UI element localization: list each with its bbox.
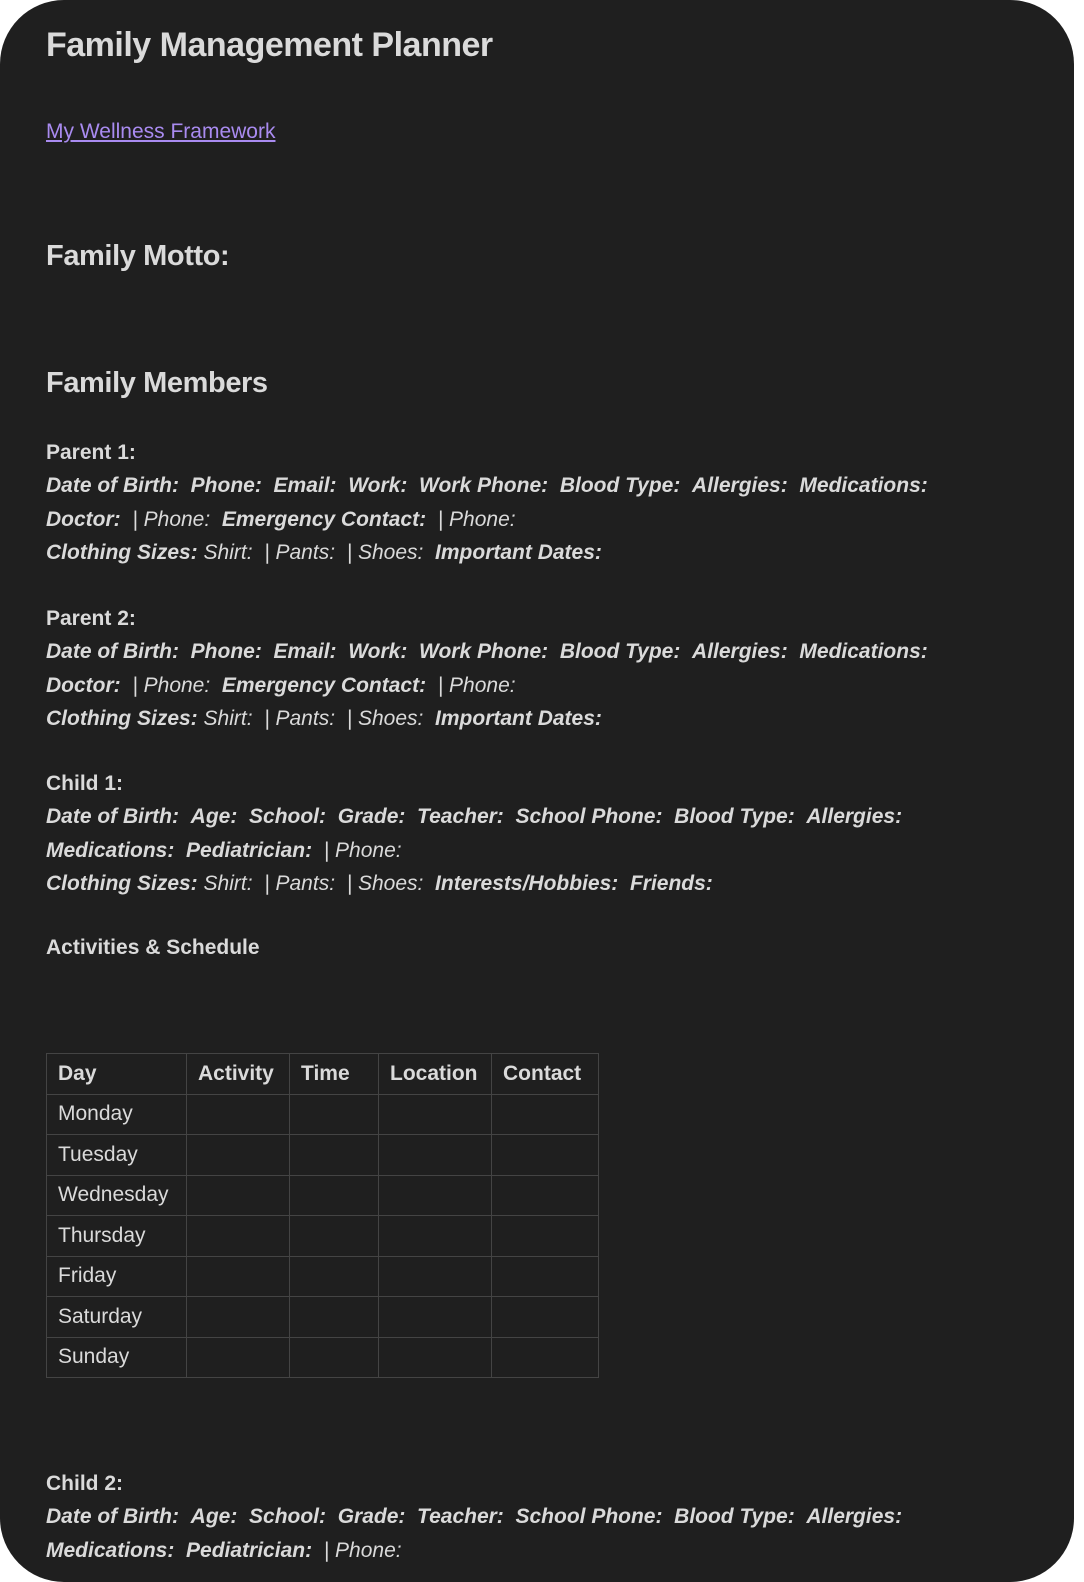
field-label: Teacher: (417, 1505, 504, 1529)
table-row (47, 1175, 599, 1216)
page-title: Family Management Planner (46, 26, 493, 64)
field-label: Date of Birth: (46, 805, 179, 829)
table-cell-location[interactable] (379, 1175, 492, 1216)
field-label: Blood Type: (674, 805, 795, 829)
field-label: Age: (190, 1505, 238, 1529)
table-cell-day[interactable]: Friday (47, 1256, 187, 1297)
table-cell-day[interactable]: Saturday (47, 1297, 187, 1338)
field-label: | Shoes: (346, 706, 424, 730)
table-cell-contact[interactable] (492, 1297, 599, 1338)
field-label: Date of Birth: (46, 640, 179, 664)
table-cell-contact[interactable] (492, 1337, 599, 1378)
table-row (47, 1297, 599, 1338)
table-cell-activity[interactable] (187, 1337, 290, 1378)
field-label: Work: (348, 640, 408, 664)
table-cell-activity[interactable] (187, 1216, 290, 1257)
field-label: | Phone: (323, 1538, 402, 1562)
field-label: Shirt: (203, 540, 253, 564)
parent-2-info-line (46, 635, 928, 668)
parent-2-clothing-line (46, 702, 928, 735)
table-cell-contact[interactable] (492, 1175, 599, 1216)
table-cell-activity[interactable] (187, 1256, 290, 1297)
field-label: Pediatrician: (186, 838, 313, 862)
field-label: | Pants: (264, 871, 336, 895)
field-label: Clothing Sizes: (46, 871, 198, 895)
child-1-medical-line (46, 834, 902, 867)
field-label: Allergies: (806, 805, 903, 829)
field-label: Phone: (190, 640, 262, 664)
field-label: Important Dates: (435, 540, 602, 564)
table-cell-time[interactable] (290, 1297, 379, 1338)
field-label: Blood Type: (559, 640, 681, 664)
column-header-time: Time (290, 1054, 379, 1095)
table-row (47, 1135, 599, 1176)
field-label: Work Phone: (419, 474, 549, 498)
field-label: Work Phone: (419, 640, 549, 664)
table-cell-location[interactable] (379, 1094, 492, 1135)
field-label: Work: (348, 474, 408, 498)
table-cell-location[interactable] (379, 1337, 492, 1378)
field-label: Medications: (46, 1538, 175, 1562)
table-cell-time[interactable] (290, 1175, 379, 1216)
table-cell-time[interactable] (290, 1135, 379, 1176)
field-label: Interests/Hobbies: (435, 871, 619, 895)
child-1-section (46, 767, 902, 900)
field-label: Emergency Contact: (221, 507, 427, 531)
table-cell-location[interactable] (379, 1297, 492, 1338)
activities-schedule-table (46, 1053, 599, 1378)
table-row (47, 1337, 599, 1378)
parent-2-name: Parent 2: (46, 607, 136, 630)
child-1-clothing-line (46, 867, 902, 900)
table-cell-location[interactable] (379, 1256, 492, 1297)
field-label: Pediatrician: (186, 1538, 313, 1562)
field-label: | Phone: (323, 838, 402, 862)
field-label: Email: (273, 474, 337, 498)
column-header-day: Day (47, 1054, 187, 1095)
field-label: Doctor: (46, 673, 121, 697)
table-cell-contact[interactable] (492, 1216, 599, 1257)
parent-2-contacts-line (46, 669, 928, 702)
field-label: Blood Type: (674, 1505, 795, 1529)
table-cell-contact[interactable] (492, 1256, 599, 1297)
table-cell-day[interactable]: Monday (47, 1094, 187, 1135)
field-label: School Phone: (515, 805, 663, 829)
field-label: Allergies: (692, 474, 788, 498)
parent-1-section (46, 436, 928, 569)
field-label: Shirt: (203, 871, 253, 895)
table-cell-day[interactable]: Thursday (47, 1216, 187, 1257)
child-2-name: Child 2: (46, 1472, 123, 1495)
table-cell-time[interactable] (290, 1337, 379, 1378)
field-label: Medications: (799, 640, 928, 664)
field-label: Medications: (799, 474, 928, 498)
wellness-framework-link[interactable]: My Wellness Framework (46, 120, 276, 143)
child-1-info-line (46, 800, 902, 833)
field-label: Important Dates: (435, 706, 602, 730)
family-members-heading: Family Members (46, 367, 268, 399)
parent-2-section (46, 602, 928, 735)
field-label: Medications: (46, 838, 175, 862)
table-cell-activity[interactable] (187, 1175, 290, 1216)
child-1-name: Child 1: (46, 772, 123, 795)
field-label: Clothing Sizes: (46, 706, 198, 730)
field-label: Allergies: (692, 640, 788, 664)
parent-1-clothing-line (46, 536, 928, 569)
field-label: Teacher: (417, 805, 504, 829)
field-label: Clothing Sizes: (46, 540, 198, 564)
table-row (47, 1216, 599, 1257)
table-cell-activity[interactable] (187, 1297, 290, 1338)
field-label: Email: (273, 640, 337, 664)
table-row (47, 1094, 599, 1135)
field-label: Friends: (629, 871, 713, 895)
field-label: | Phone: (132, 673, 211, 697)
child-2-info-line (46, 1500, 902, 1533)
table-cell-activity[interactable] (187, 1094, 290, 1135)
table-cell-day[interactable]: Sunday (47, 1337, 187, 1378)
column-header-location: Location (379, 1054, 492, 1095)
field-label: | Shoes: (346, 871, 424, 895)
table-cell-location[interactable] (379, 1216, 492, 1257)
child-2-section (46, 1467, 902, 1567)
field-label: Shirt: (203, 706, 253, 730)
parent-1-contacts-line (46, 503, 928, 536)
parent-1-name: Parent 1: (46, 441, 136, 464)
table-row (47, 1256, 599, 1297)
field-label: | Phone: (437, 673, 516, 697)
field-label: School: (249, 1505, 327, 1529)
field-label: Age: (190, 805, 238, 829)
column-header-contact: Contact (492, 1054, 599, 1095)
field-label: | Phone: (437, 507, 516, 531)
table-cell-day[interactable]: Wednesday (47, 1175, 187, 1216)
table-cell-contact[interactable] (492, 1094, 599, 1135)
table-header-row (47, 1054, 599, 1095)
field-label: Grade: (337, 1505, 406, 1529)
field-label: Date of Birth: (46, 1505, 179, 1529)
field-label: Emergency Contact: (221, 673, 427, 697)
field-label: Allergies: (806, 1505, 903, 1529)
table-cell-location[interactable] (379, 1135, 492, 1176)
table-cell-time[interactable] (290, 1256, 379, 1297)
family-motto-heading: Family Motto: (46, 240, 230, 272)
table-cell-day[interactable]: Tuesday (47, 1135, 187, 1176)
field-label: | Phone: (132, 507, 211, 531)
parent-1-info-line (46, 469, 928, 502)
field-label: Blood Type: (559, 474, 681, 498)
child-2-medical-line (46, 1534, 902, 1567)
field-label: | Pants: (264, 706, 336, 730)
field-label: School Phone: (515, 1505, 663, 1529)
table-cell-activity[interactable] (187, 1135, 290, 1176)
field-label: Phone: (190, 474, 262, 498)
activities-heading: Activities & Schedule (46, 936, 260, 959)
field-label: | Shoes: (346, 540, 424, 564)
field-label: | Pants: (264, 540, 336, 564)
table-cell-time[interactable] (290, 1094, 379, 1135)
field-label: Grade: (337, 805, 406, 829)
field-label: Doctor: (46, 507, 121, 531)
field-label: Date of Birth: (46, 474, 179, 498)
field-label: School: (249, 805, 327, 829)
table-cell-contact[interactable] (492, 1135, 599, 1176)
table-cell-time[interactable] (290, 1216, 379, 1257)
column-header-activity: Activity (187, 1054, 290, 1095)
